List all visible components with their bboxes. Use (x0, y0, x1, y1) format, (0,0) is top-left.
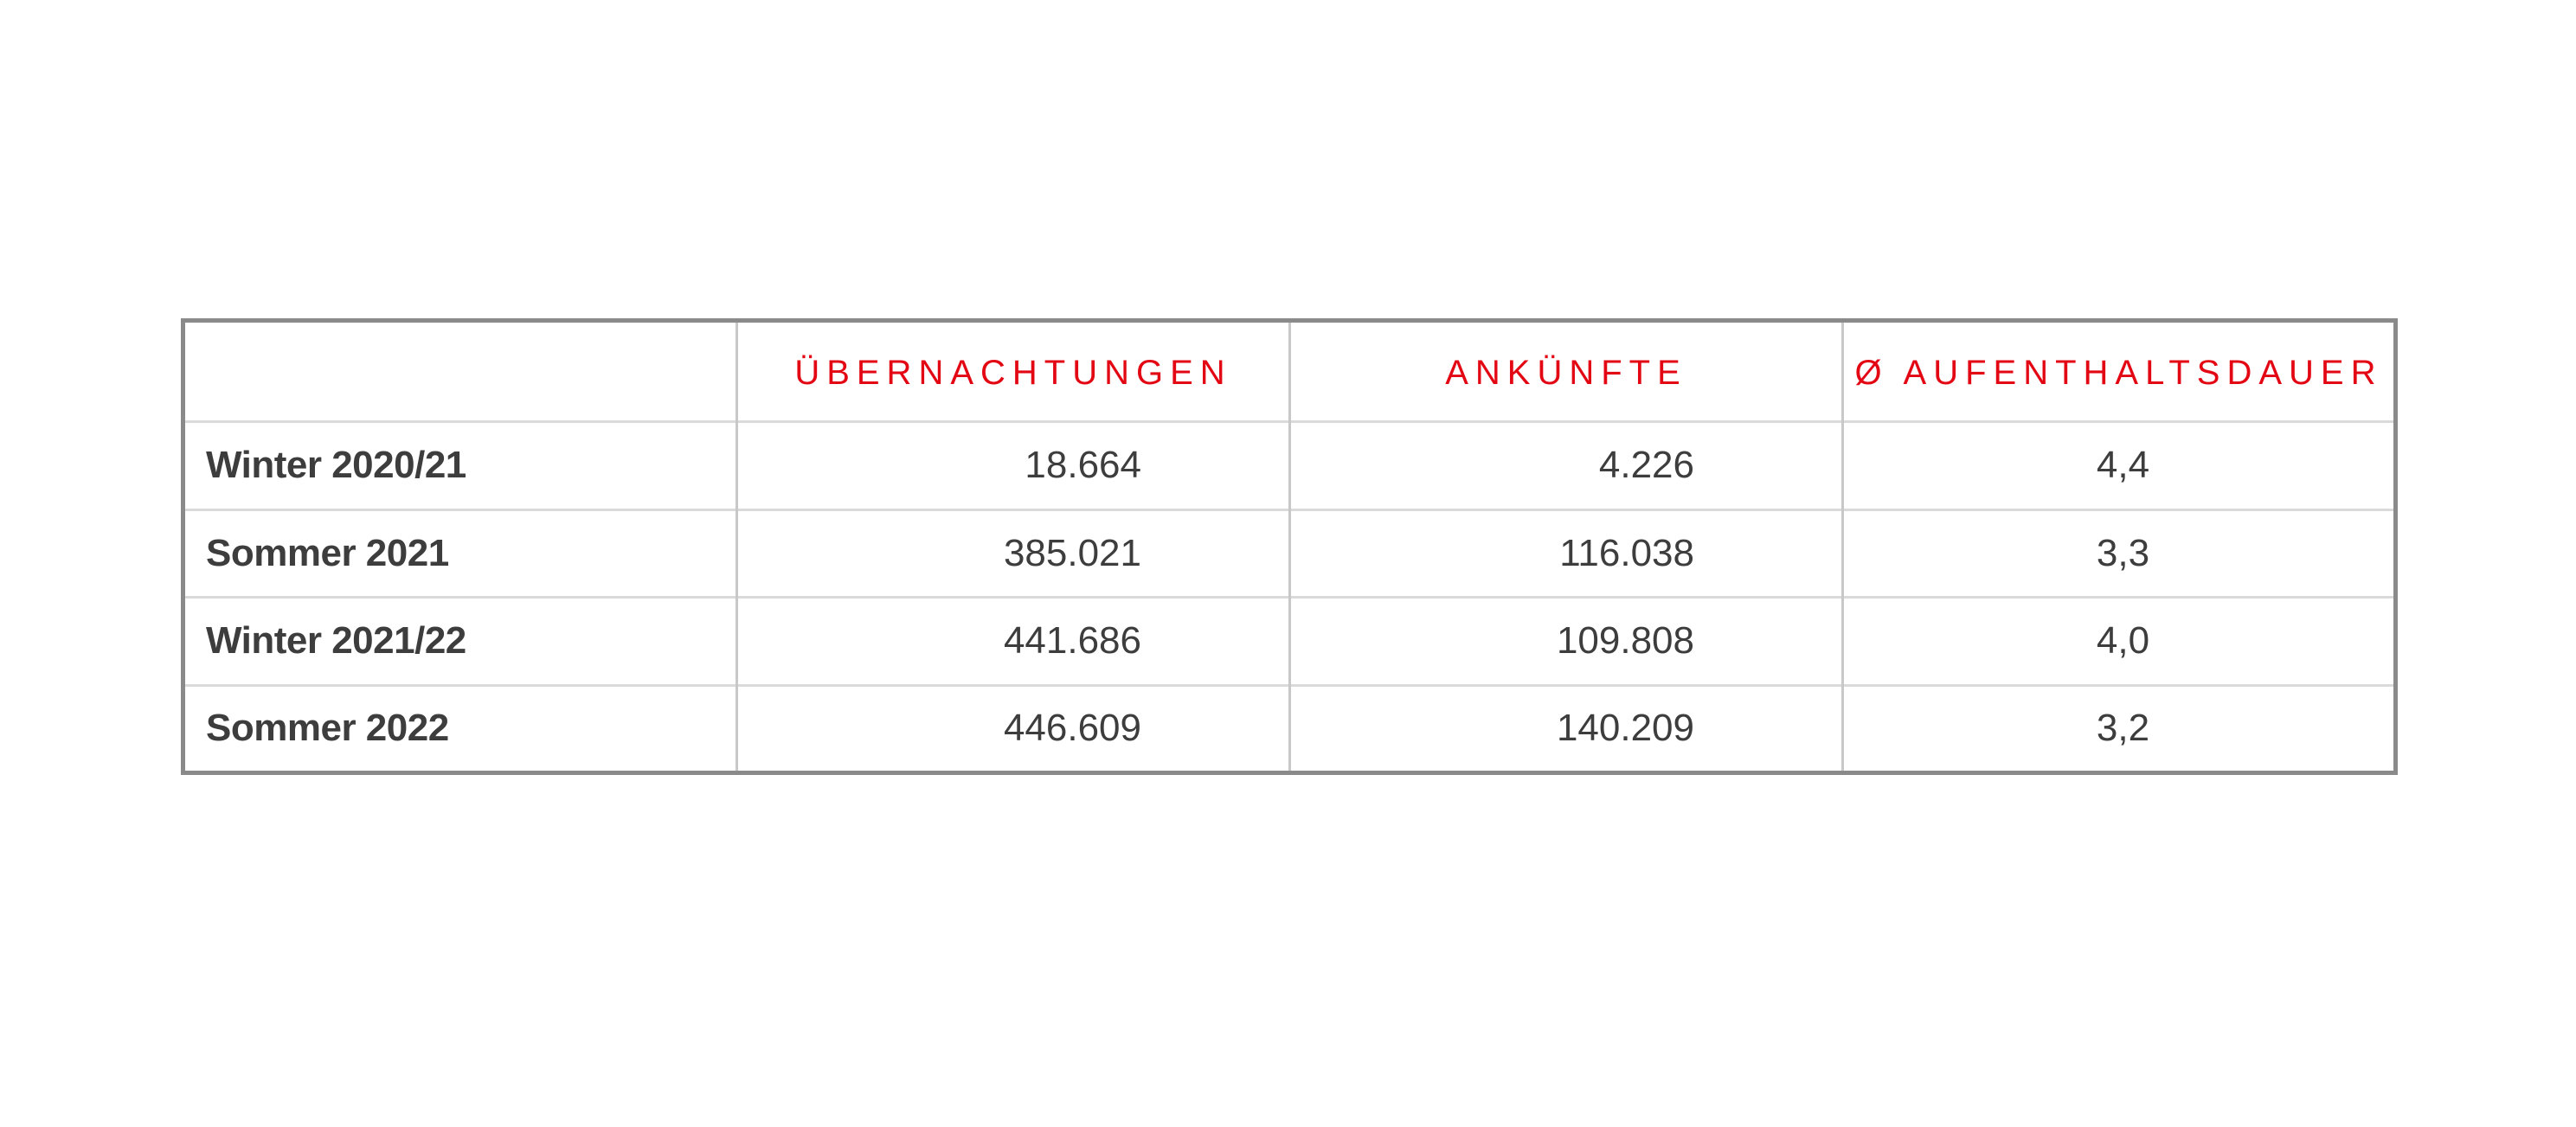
header-row (183, 321, 2396, 422)
uebernachtungen-cell: 441.686 (737, 598, 1290, 686)
table-row (183, 685, 2396, 773)
header-aufenthaltsdauer: Ø AUFENTHALTSDAUER (1843, 321, 2396, 422)
aufenthaltsdauer-cell: 3,2 (1843, 685, 2396, 773)
aufenthaltsdauer-cell: 4,4 (1843, 422, 2396, 510)
uebernachtungen-cell: 18.664 (737, 422, 1290, 510)
ankuenfte-cell: 109.808 (1290, 598, 1843, 686)
table-row (183, 598, 2396, 686)
row-label: Sommer 2022 (183, 685, 737, 773)
table-row (183, 509, 2396, 598)
row-label: Winter 2020/21 (183, 422, 737, 510)
aufenthaltsdauer-cell: 3,3 (1843, 509, 2396, 598)
table-body (183, 422, 2396, 773)
row-label: Sommer 2021 (183, 509, 737, 598)
header-ankuenfte: ANKÜNFTE (1290, 321, 1843, 422)
uebernachtungen-cell: 446.609 (737, 685, 1290, 773)
ankuenfte-cell: 116.038 (1290, 509, 1843, 598)
table-row (183, 422, 2396, 510)
header-uebernachtungen: ÜBERNACHTUNGEN (737, 321, 1290, 422)
uebernachtungen-cell: 385.021 (737, 509, 1290, 598)
ankuenfte-cell: 140.209 (1290, 685, 1843, 773)
header-empty-cell (183, 321, 737, 422)
row-label: Winter 2021/22 (183, 598, 737, 686)
aufenthaltsdauer-cell: 4,0 (1843, 598, 2396, 686)
table-header (183, 321, 2396, 422)
statistics-table (181, 318, 2398, 775)
ankuenfte-cell: 4.226 (1290, 422, 1843, 510)
